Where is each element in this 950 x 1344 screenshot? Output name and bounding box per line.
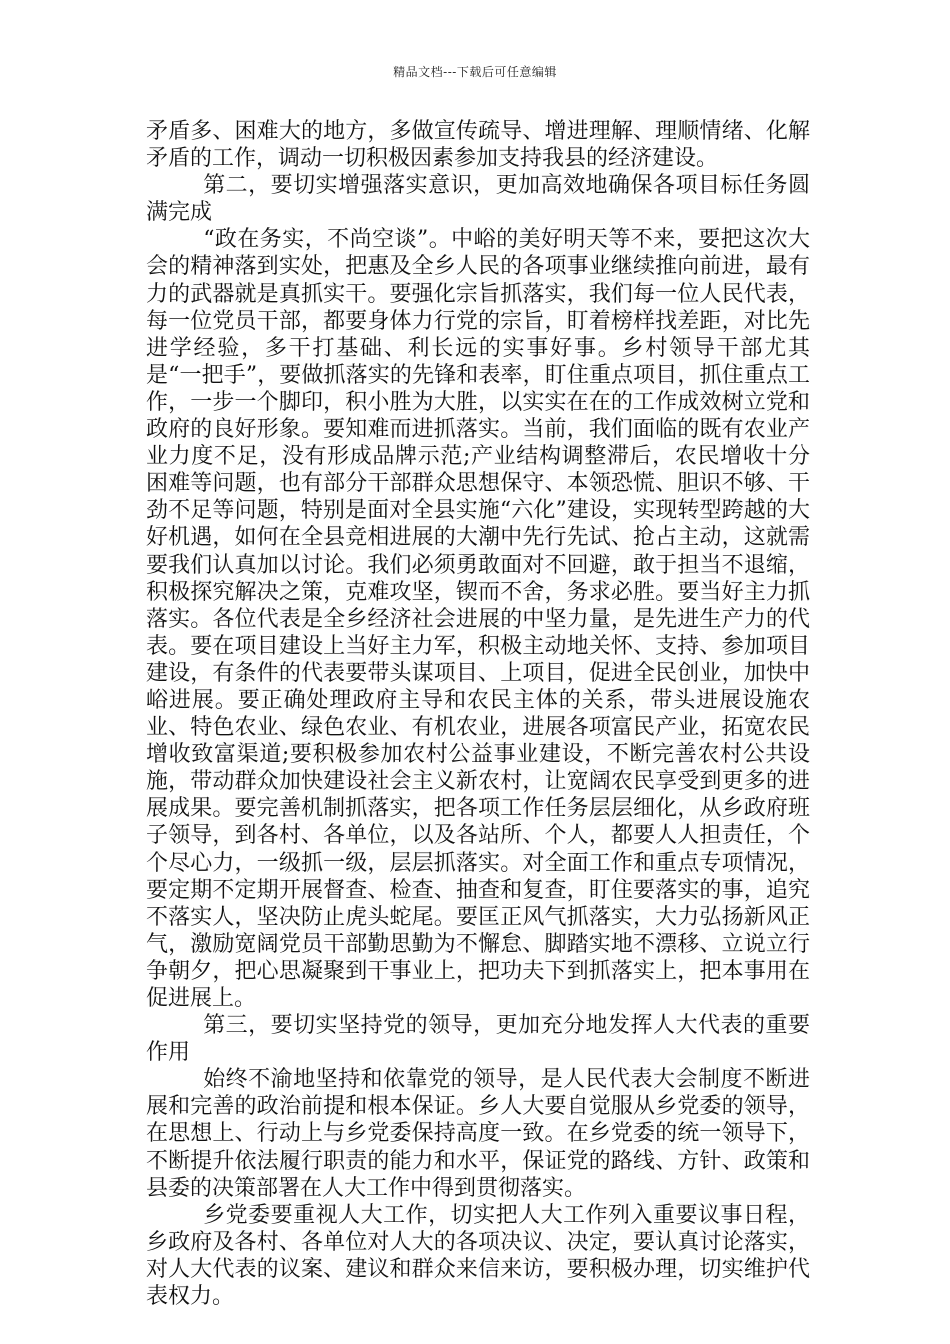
section-heading-third: 第三，要切实坚持党的领导，更加充分地发挥人大代表的重要作用: [146, 1013, 810, 1066]
paragraph-party-leadership: 始终不渝地坚持和依靠党的领导，是人民代表大会制度不断进展和完善的政治前提和根本保证。乡人大要自觉服从乡党委的领导，在思想上、行动上与乡党委保持高度一致。在乡党委的统一领导下，不断提升依法履行职责的能力和水平，保证党的路线、方针、政策和县委的决策部署在人大工作中得到贯彻落实。: [146, 1067, 810, 1201]
document-body: [146, 118, 810, 1310]
paragraph-continuation: 矛盾多、困难大的地方，多做宣传疏导、增进理解、理顺情绪、化解矛盾的工作，调动一切积极因素参加支持我县的经济建设。: [146, 119, 810, 172]
paragraph-party-committee: 乡党委要重视人大工作，切实把人大工作列入重要议事日程，乡政府及各村、各单位对人大的各项决议、决定，要认真讨论落实，对人大代表的议案、建议和群众来信来访，要积极办理，切实维护代表权力。: [146, 1202, 810, 1310]
page-header: 精品文档---下载后可任意编辑: [393, 65, 557, 79]
section-heading-second: 第二，要切实增强落实意识，更加高效地确保各项目标任务圆满完成: [146, 173, 810, 226]
paragraph-implementation: “政在务实，不尚空谈”。中峪的美好明天等不来，要把这次大会的精神落到实处，把惠及全乡人民的各项事业继续推向前进，最有力的武器就是真抓实干。要强化宗旨抓落实，我们每一位人民代表，每一位党员干部，都要身体力行党的宗旨，盯着榜样找差距，对比先进学经验，多干打基础、利长远的实事好事。乡村领导干部尤其是“一把手”，要做抓落实的先锋和表率，盯住重点项目，抓住重点工作，一步一个脚印，积小胜为大胜，以实实在在的工作成效树立党和政府的良好形象。要知难而进抓落实。当前，我们面临的既有农业产业力度不足，没有形成品牌示范;产业结构调整滞后，农民增收十分困难等问题，也有部分干部群众思想保守、本领恐慌、胆识不够、干劲不足等问题，特别是面对全县实施“六化”建设，实现转型跨越的大好机遇，如何在全县竞相进展的大潮中先行先试、抢占主动，这就需要我们认真加以讨论。我们必须勇敢面对不回避，敢于担当不退缩，积极探究解决之策，克难攻坚，锲而不舍，务求必胜。要当好主力抓落实。各位代表是全乡经济社会进展的中坚力量，是先进生产力的代表。要在项目建设上当好主力军，积极主动地关怀、支持、参加项目建设，有条件的代表要带头谋项目、上项目，促进全民创业，加快中峪进展。要正确处理政府主导和农民主体的关系，带头进展设施农业、特色农业、绿色农业、有机农业，进展各项富民产业，拓宽农民增收致富渠道;要积极参加农村公益事业建设，不断完善农村公共设施，带动群众加快建设社会主义新农村，让宽阔农民享受到更多的进展成果。要完善机制抓落实，把各项工作任务层层细化，从乡政府班子领导，到各村、各单位，以及各站所、个人，都要人人担责任，个个尽心力，一级抓一级，层层抓落实。对全面工作和重点专项情况，要定期不定期开展督查、检查、抽查和复查，盯住要落实的事，追究不落实人，坚决防止虎头蛇尾。要匡正风气抓落实，大力弘扬新风正气，激励宽阔党员干部勤思勤为不懈怠、脚踏实地不漂移、立说立行争朝夕，把心思凝聚到干事业上，把功夫下到抓落实上，把本事用在促进展上。: [146, 227, 810, 1011]
